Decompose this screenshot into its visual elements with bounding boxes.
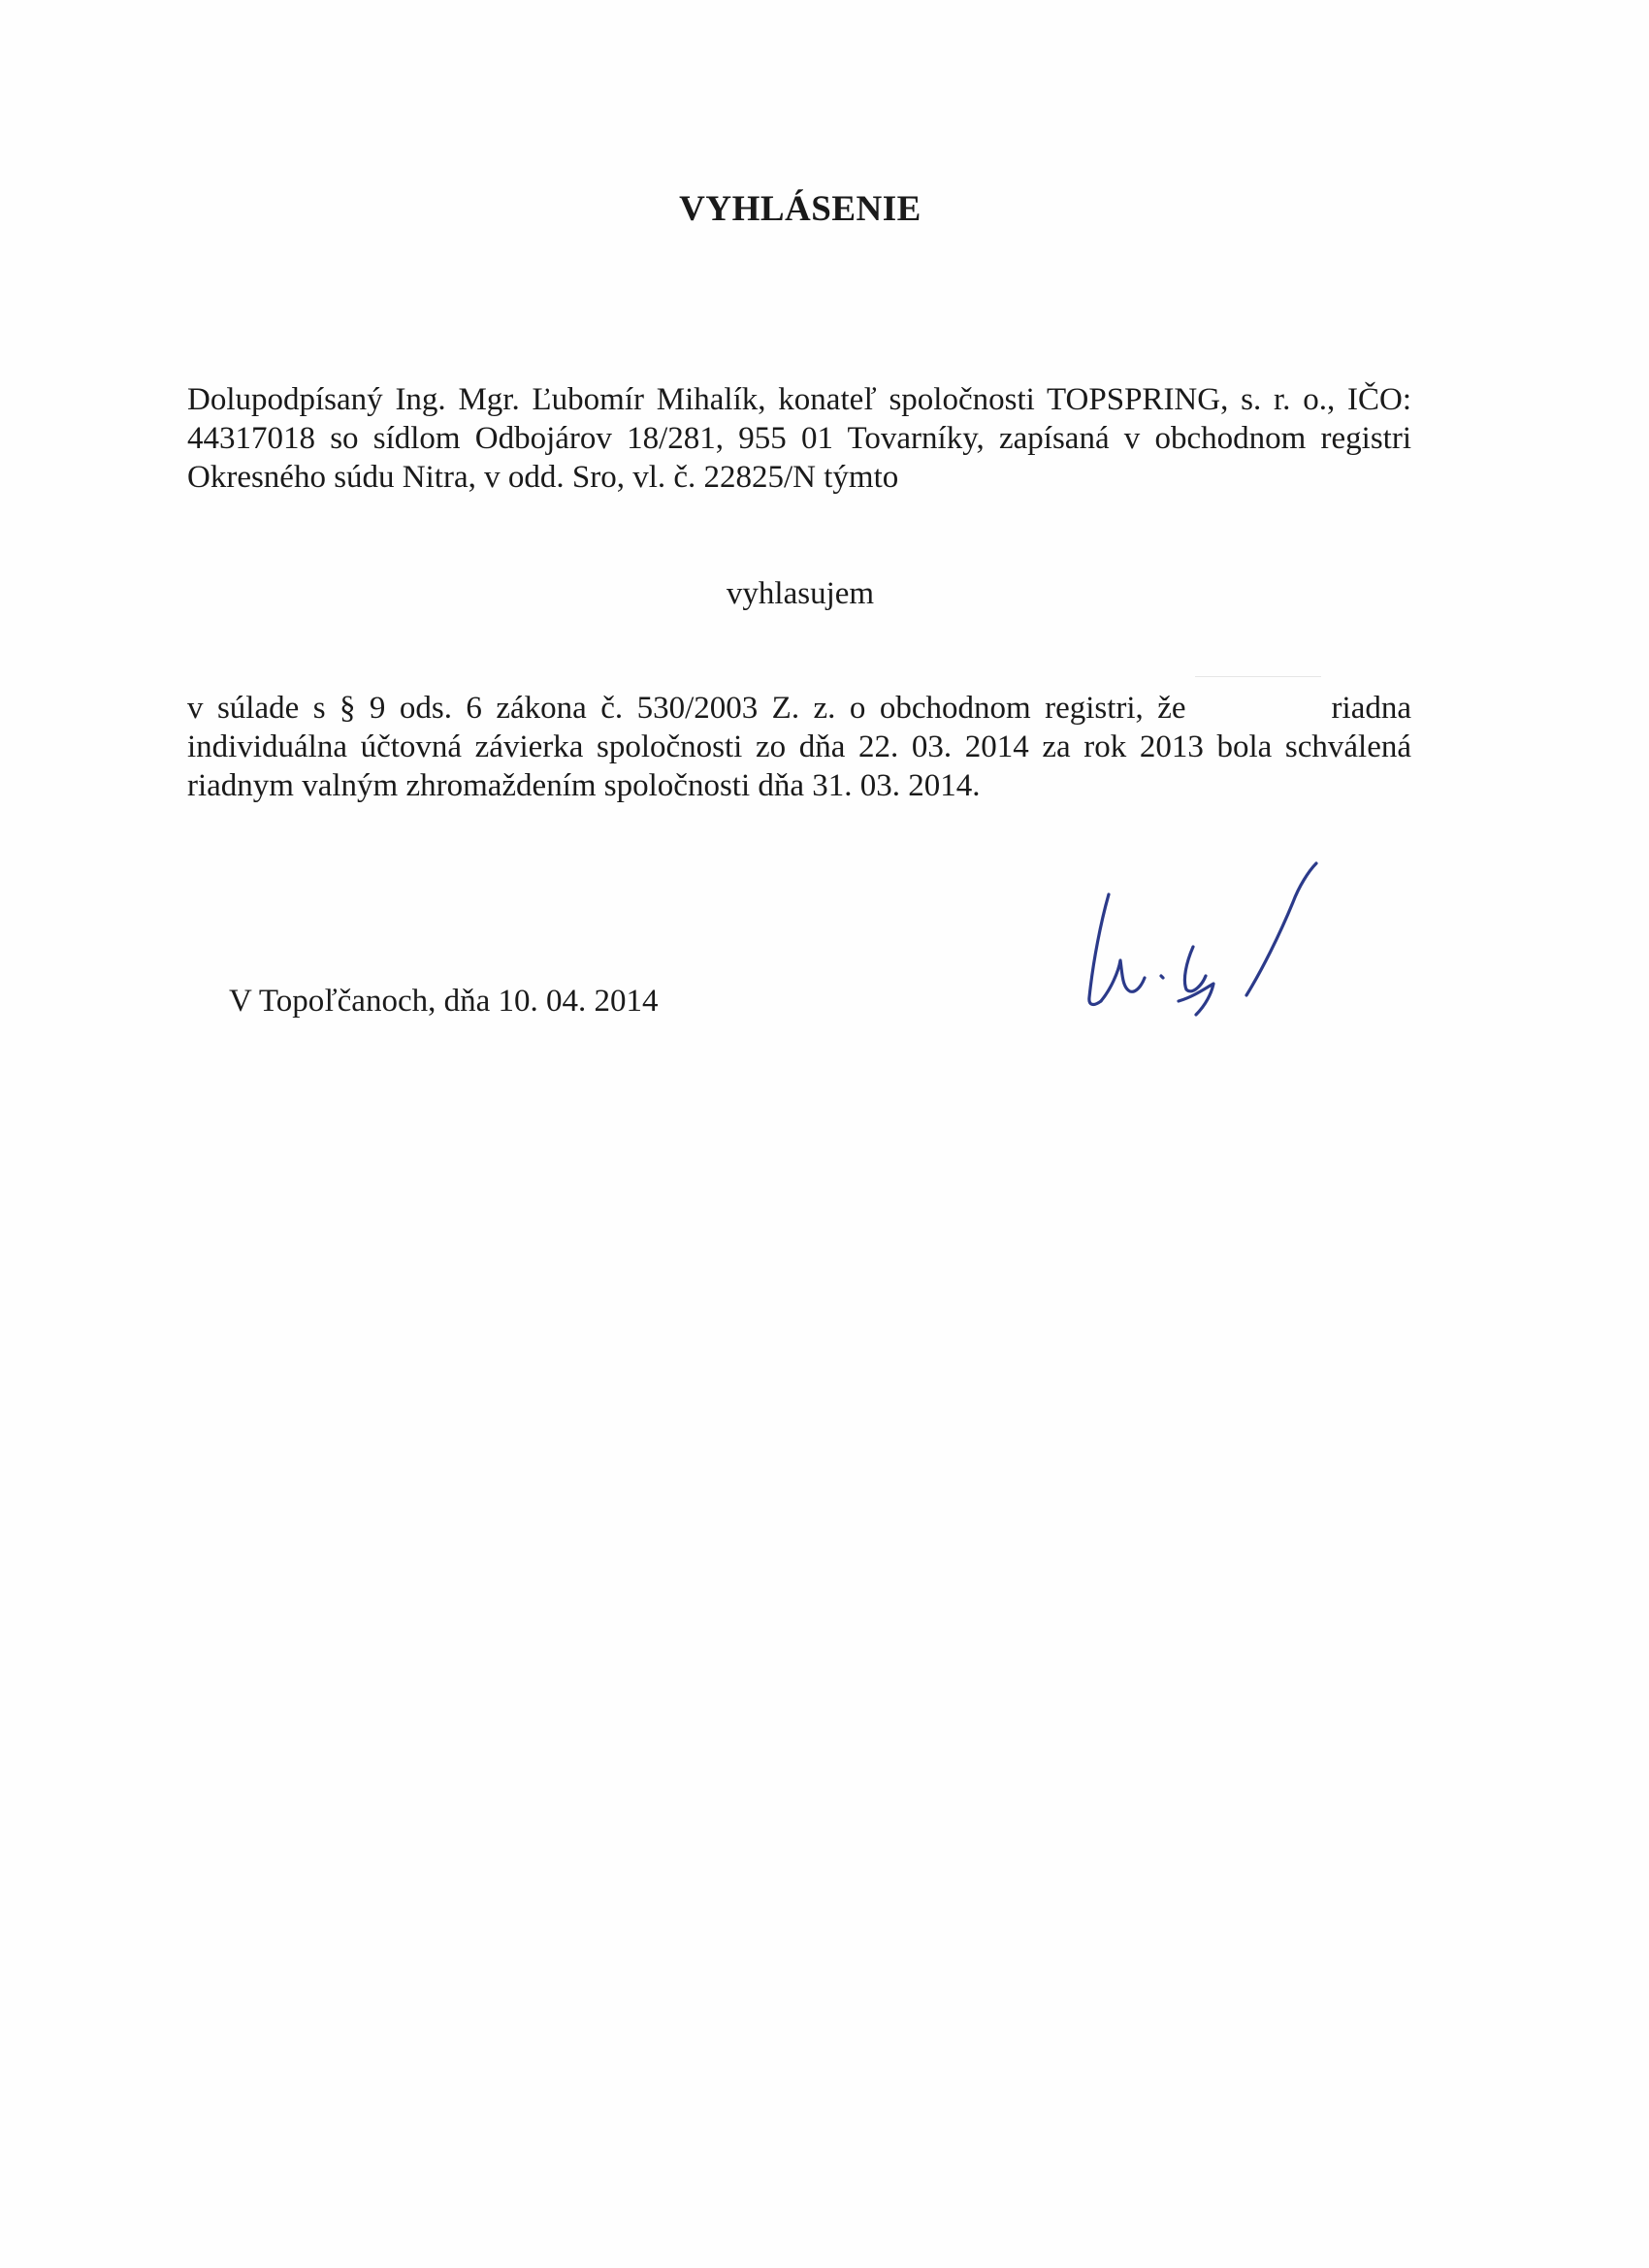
statement-line: riadnym valným zhromaždením spoločnosti dňa 31. 03. 2014.: [187, 768, 981, 803]
statement-paragraph: [187, 689, 1411, 805]
intro-line: 44317018 so sídlom Odbojárov 18/281, 955 01 Tovarníky, zapísaná v obchodnom registri: [187, 421, 1411, 456]
document-title: VYHLÁSENIE: [679, 189, 922, 229]
handwritten-signature: [1072, 854, 1353, 1048]
statement-line-end: riadna: [1331, 691, 1411, 726]
place-date: V Topoľčanoch, dňa 10. 04. 2014: [229, 984, 659, 1019]
scan-artifact: [1195, 676, 1321, 677]
intro-line: Dolupodpísaný Ing. Mgr. Ľubomír Mihalík, konateľ spoločnosti TOPSPRING, s. r. o., IČO:: [187, 382, 1411, 417]
intro-paragraph: [187, 380, 1411, 497]
intro-line: Okresného súdu Nitra, v odd. Sro, vl. č. 22825/N týmto: [187, 460, 899, 495]
statement-line-start: v súlade s § 9 ods. 6 zákona č. 530/2003 Z. z. o obchodnom registri, že: [187, 691, 1186, 726]
statement-line: individuálna účtovná závierka spoločnosti zo dňa 22. 03. 2014 za rok 2013 bola schválená: [187, 729, 1411, 764]
statement-line: [187, 689, 1411, 728]
declaration-word: vyhlasujem: [726, 576, 875, 611]
